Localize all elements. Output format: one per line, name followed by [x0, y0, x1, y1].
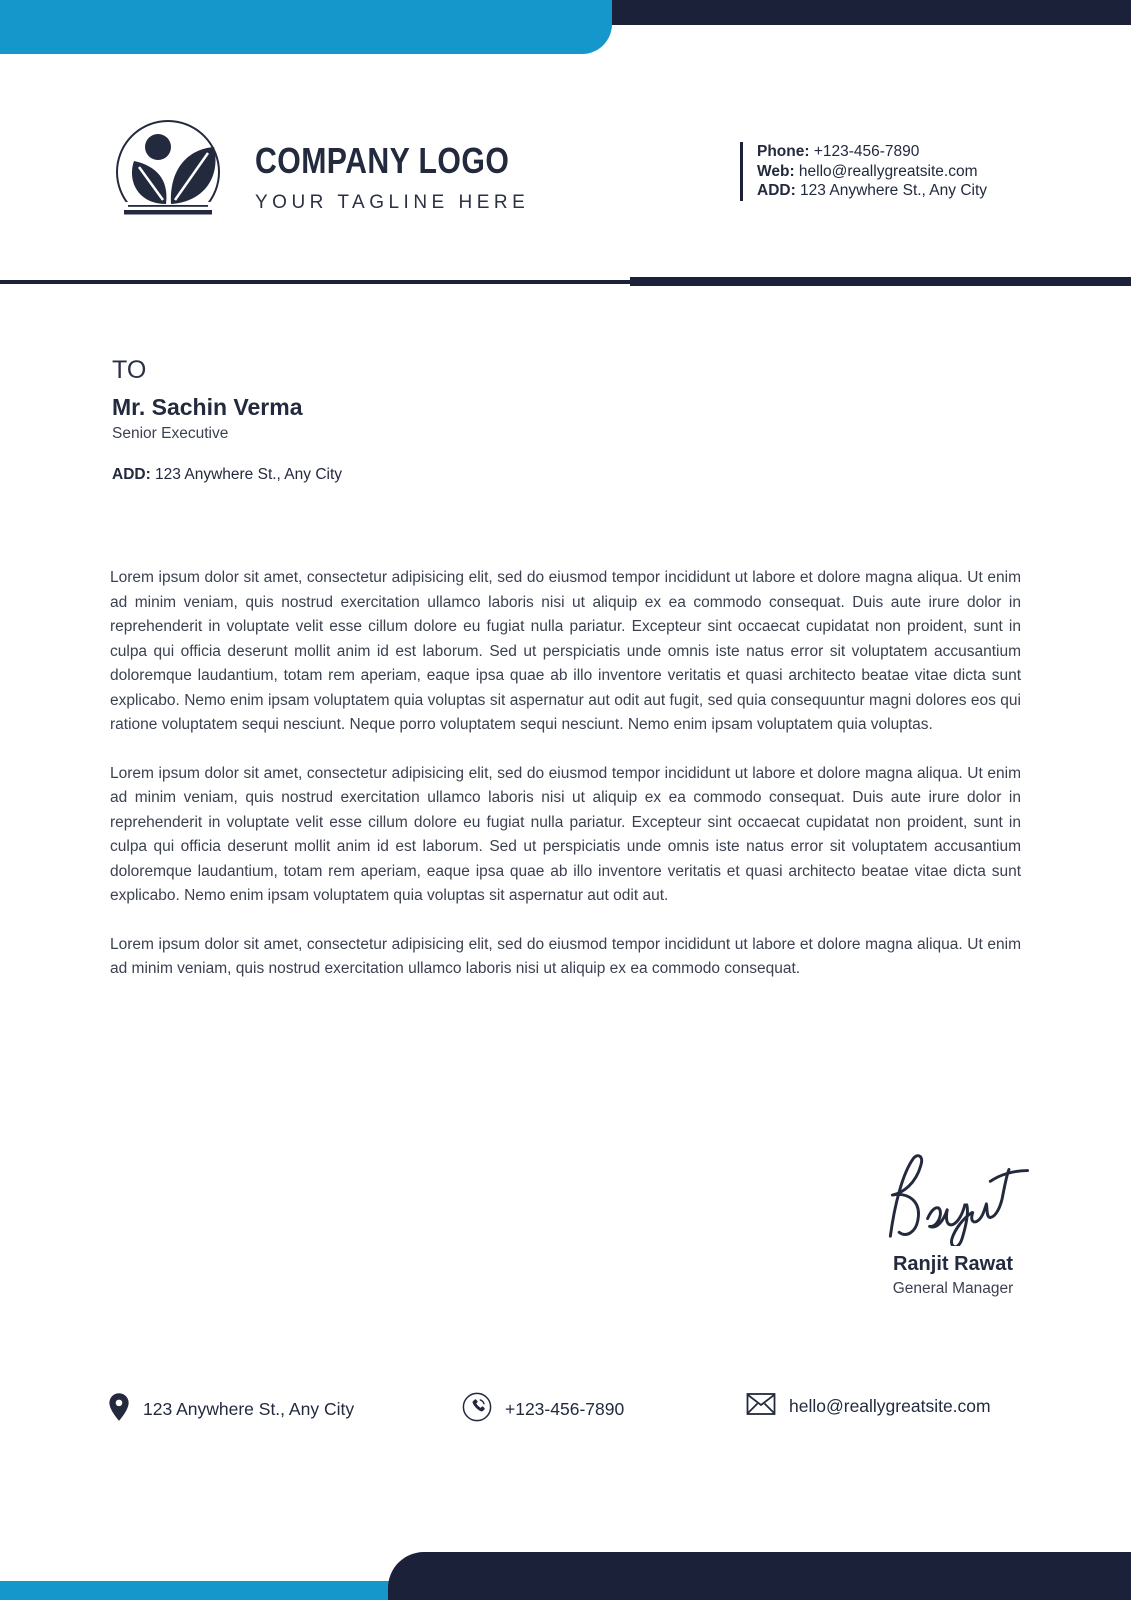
top-navy-bar [600, 0, 1131, 25]
footer-email-text: hello@reallygreatsite.com [789, 1396, 991, 1416]
body-paragraph-3: Lorem ipsum dolor sit amet, consectetur adipisicing elit, sed do eiusmod tempor incididunt ut labore et dolore magna aliqua. Ut enim ad minim veniam, quis nostrud exercitation ullamco laboris nisi ut aliquip ex ea commodo consequat. [110, 935, 1021, 977]
header-web [757, 162, 987, 182]
recipient-address-label: ADD: [112, 466, 151, 483]
header-phone [757, 142, 987, 162]
email-icon [746, 1392, 776, 1421]
footer-address-item [108, 1392, 354, 1427]
signatory-name: Ranjit Rawat [892, 1253, 1014, 1275]
company-name: COMPANY LOGO [255, 140, 510, 181]
signature-script-icon [878, 1148, 1036, 1251]
address-value: 123 Anywhere St., Any City [795, 182, 988, 199]
body-paragraph-1: Lorem ipsum dolor sit amet, consectetur adipisicing elit, sed do eiusmod tempor incididunt ut labore et dolore magna aliqua. Ut enim ad minim veniam, quis nostrud exercitation ullamco laboris nisi ut aliquip ex ea commodo consequat. Duis aute irure dolor in reprehenderit in voluptate velit esse cillum dolore eu fugiat nulla pariatur. Excepteur sint occaecat cupidatat non proident, sunt in culpa qui officia deserunt mollit anim id est laborum. Sed ut perspiciatis unde omnis iste natus error sit voluptatem accusantium doloremque laudantium, totam rem aperiam, eaque ipsa quae ab illo inventore veritatis et quasi architecto beatae vitae dicta sunt explicabo. Nemo enim ipsam voluptatem quia voluptas sit aspernatur aut odit aut fugit, sed quia consequuntur magni dolores eos qui ratione voluptatem sequi nesciunt. Neque porro voluptatem sequi nesciunt. Nemo enim ipsam voluptatem quia voluptas. [110, 569, 1021, 733]
body-paragraph-2: Lorem ipsum dolor sit amet, consectetur adipisicing elit, sed do eiusmod tempor incididunt ut labore et dolore magna aliqua. Ut enim ad minim veniam, quis nostrud exercitation ullamco laboris nisi ut aliquip ex ea commodo consequat. Duis aute irure dolor in reprehenderit in voluptate velit esse cillum dolore eu fugiat nulla pariatur. Excepteur sint occaecat cupidatat non proident, sunt in culpa qui officia deserunt mollit anim id est laborum. Sed ut perspiciatis unde omnis iste natus error sit voluptatem accusantium doloremque laudantium, totam rem aperiam, eaque ipsa quae ab illo inventore veritatis et quasi architecto beatae vitae dicta sunt explicabo. Nemo enim ipsam voluptatem quia voluptas sit aspernatur aut odit aut. [110, 764, 1021, 904]
location-pin-icon [108, 1392, 130, 1427]
header-address [757, 181, 987, 201]
bottom-navy-box [388, 1552, 1131, 1600]
web-value: hello@reallygreatsite.com [794, 162, 978, 180]
footer-phone-item [462, 1392, 624, 1427]
company-tagline: YOUR TAGLINE HERE [255, 192, 530, 213]
divider-thin-segment [0, 280, 630, 284]
recipient-address-value: 123 Anywhere St., Any City [150, 466, 343, 483]
phone-icon [462, 1392, 492, 1427]
address-label: ADD: [757, 182, 796, 199]
footer-email-item [746, 1392, 991, 1421]
footer-address-text: 123 Anywhere St., Any City [143, 1399, 355, 1419]
recipient-name: Mr. Sachin Verma [112, 394, 303, 420]
web-label: Web: [757, 162, 795, 180]
recipient-address [112, 466, 342, 484]
to-label: TO [112, 356, 147, 384]
phone-value: +123-456-7890 [809, 143, 920, 160]
signature-block [848, 1253, 1058, 1298]
recipient-title: Senior Executive [112, 425, 229, 442]
brand-block [255, 140, 558, 214]
top-blue-bar [0, 0, 612, 54]
letter-body [110, 566, 1021, 1006]
footer-phone-text: +123-456-7890 [505, 1399, 625, 1419]
divider-thick-segment [630, 277, 1131, 286]
signatory-title: General Manager [892, 1280, 1014, 1297]
header-contact-block [740, 142, 987, 201]
company-logo-icon [108, 116, 228, 227]
phone-label: Phone: [757, 143, 810, 160]
